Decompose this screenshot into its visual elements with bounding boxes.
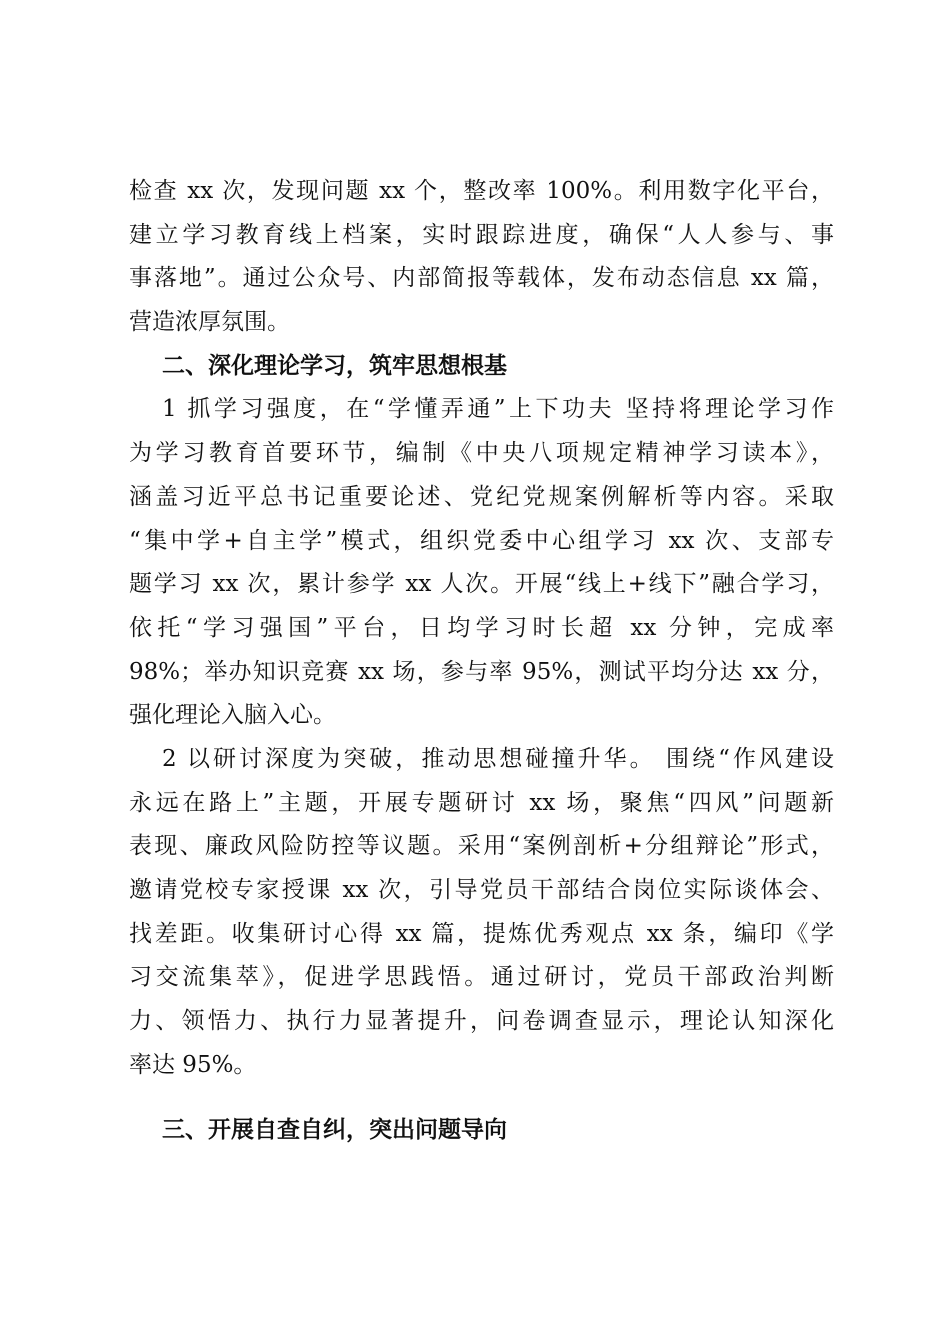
text-line: 1 抓学习强度，在“学懂弄通”上下功夫 坚持将理论学习作 <box>162 396 834 423</box>
section-heading-2: 二、深化理论学习，筑牢思想根基 <box>162 352 507 379</box>
paragraph-seminar-depth <box>129 738 834 1088</box>
text-line: 事落地”。通过公众号、内部简报等载体，发布动态信息 xx 篇， <box>129 265 834 292</box>
section-heading-3: 三、开展自查自纠，突出问题导向 <box>162 1117 507 1144</box>
text-line: 力、领悟力、执行力显著提升，问卷调查显示，理论认知深化 <box>129 1008 834 1035</box>
paragraph-continued <box>129 170 834 345</box>
text-line: 涵盖习近平总书记重要论述、党纪党规案例解析等内容。采取 <box>129 483 834 510</box>
text-line: 永远在路上”主题，开展专题研讨 xx 场，聚焦“四风”问题新 <box>129 789 834 816</box>
text-line: 习交流集萃》，促进学思践悟。通过研讨，党员干部政治判断 <box>129 964 834 991</box>
text-line: 营造浓厚氛围。 <box>129 309 290 336</box>
text-line: 98%；举办知识竞赛 xx 场，参与率 95%，测试平均分达 xx 分， <box>129 658 834 685</box>
text-line: 率达 95%。 <box>129 1051 257 1078</box>
paragraph-study-intensity <box>129 388 834 738</box>
text-line: 题学习 xx 次，累计参学 xx 人次。开展“线上+线下”融合学习， <box>129 571 834 598</box>
text-line: 强化理论入脑入心。 <box>129 702 336 729</box>
text-line: “集中学+自主学”模式，组织党委中心组学习 xx 次、支部专 <box>129 527 834 554</box>
text-line: 找差距。收集研讨心得 xx 篇，提炼优秀观点 xx 条，编印《学 <box>129 920 834 947</box>
text-line: 表现、廉政风险防控等议题。采用“案例剖析+分组辩论”形式， <box>129 833 834 860</box>
text-line: 依托“学习强国”平台，日均学习时长超 xx 分钟，完成率 <box>129 614 834 641</box>
text-line: 建立学习教育线上档案，实时跟踪进度，确保“人人参与、事 <box>129 221 834 248</box>
text-line: 为学习教育首要环节，编制《中央八项规定精神学习读本》， <box>129 440 834 467</box>
text-line: 2 以研讨深度为突破，推动思想碰撞升华。 围绕“作风建设 <box>162 745 834 772</box>
document-body <box>129 170 834 1153</box>
text-line: 邀请党校专家授课 xx 次，引导党员干部结合岗位实际谈体会、 <box>129 877 834 903</box>
text-line: 检查 xx 次，发现问题 xx 个，整改率 100%。利用数字化平台， <box>129 178 834 204</box>
